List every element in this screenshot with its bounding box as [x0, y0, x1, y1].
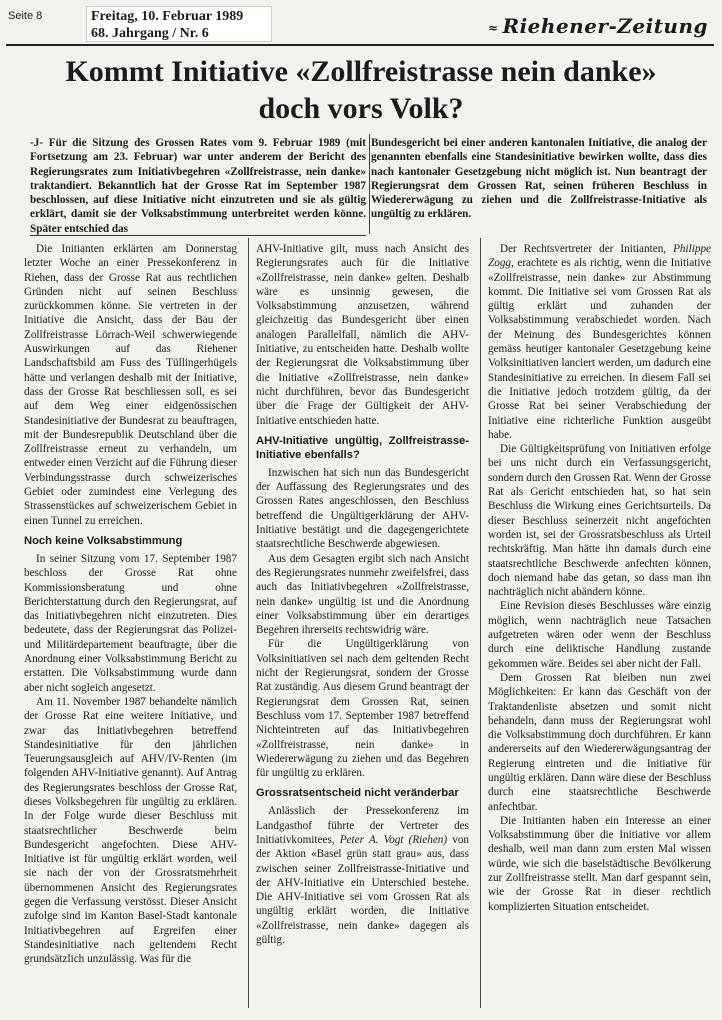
lead-rule [30, 235, 366, 236]
paragraph: Die Initianten erklärten am Donnerstag letzter Woche an einer Pressekonferenz in Riehen, dass der Grosse Rat aus rechtlichen Gründen nicht auf seinen Beschluss zurückkommen könne. Sie vertreten in der Initiative die Ansicht, dass der Bau der Zollfreistrasse Lörrach-Weil schwerwiegende Auswirkungen auf das Riehener Landschaftsbild am Fuss des Tüllingerhügels hätte und verlangen deshalb mit der Initiative, dass der Grosse Rat beschliessen soll, es sei auf dem Weg einer eidgenössischen Standesinitiative der Bundesrat zu beauftragen, mit der Bundesrepublik Deutschland über die Zollfreistrasse erneut zu verhandeln, um entweder einen Verzicht auf die Führung dieser Verbindungsstrasse durch schweizerisches Gebiet oder zumindest eine Verlegung des Strassenstückes auf schweizerischem Gebiet in einen Tunnel zu erreichen. [24, 243, 237, 527]
person-name: Peter A. Vogt (Riehen) [339, 833, 448, 846]
paragraph: Aus dem Gesagten ergibt sich nach Ansicht des Regierungsrates nunmehr zweifelsfrei, dass auch das Initiativbegehren «Zollfreistrasse, nein danke» ungültig ist und die Anordnung einer Volksabstimmung über ein derartiges Begehren ihrerseits rechtswidrig wäre. [256, 552, 469, 637]
lead-right: Bundesgericht bei einer anderen kantonalen Initiative, die analog der genannten ebenfalls eine Standesinitiative bewirken wollte, dass dies nach kantonaler Gesetzgebung nicht möglich ist. Nun beantragt der Regierungsrat dem Grossen Rat, seinen früheren Beschluss in Wiedererwägung zu ziehen und die Zollfreistrasse-Initiative als ungültig zu erklären. [371, 137, 707, 221]
subheading: Grossratsentscheid nicht veränderbar [256, 787, 459, 800]
text-run: Der Rechtsvertreter der Initianten, [500, 243, 674, 255]
paragraph: Für die Ungültigerklärung von Volksinitiativen sei nach dem geltenden Recht nicht der Regierungsrat, sondern der Grosse Rat zuständig. Aus diesem Grund beantragt der Regierungsrat dem Grossen Rat, seinen Beschluss vom 17. September 1987 betreffend Nichteintreten auf das Initiativbegehren «Zollfreistrasse, nein danke» in Wiedererwägung zu ziehen und das Begehren für ungültig zu erklären. [256, 638, 469, 780]
headline [10, 53, 712, 127]
text-run: , erachtete es als richtig, wenn die Initiative «Zollfreistrasse, nein danke» zur Abstimmung kommt. Die Initiative sei vom Grossen Rat als gültig erklärt und zuhanden der Volksabstimmung verabschiedet worden. Nach der Meinung des Bundesgerichtes können gemäss heutiger kantonaler Gesetzgebung keine Volksinitiativen lanciert werden, um dadurch eine Standesinitiative zu erreichen. In diesem Fall sei die Initiative jedoch trotzdem gültig, da der Grosse Rat bei seiner Verabschiedung der Initiative eine richterliche Funktion ausgeübt habe. [488, 257, 711, 441]
paragraph: In seiner Sitzung vom 17. September 1987 beschloss der Grosse Rat ohne Kommissionsberatung und ohne Berichterstattung durch den Regierungsrat, auf das Initiativbegehren nicht einzutreten. Dies bedeutete, dass der Regierungsrat das Polizei- und Militärdepartement beauftragte, über die Anordnung einer Volksabstimmung Bericht zu erstatten. Die Volksabstimmung wurde dann aber nicht sogleich angesetzt. [24, 552, 237, 694]
paragraph: Inzwischen hat sich nun das Bundesgericht der Auffassung des Regierungsrates und des Grossen Rates angeschlossen, den Beschluss betreffend die Ungültigerklärung der AHV-Initiative bestätigt und die dagegengerichtete staatsrechtliche Beschwerde abgewiesen. [256, 466, 469, 551]
text-run: von der Aktion «Basel grün statt grau» aus, dass zwischen seiner Zollfreistrasse-Initiative und der AHV-Initiative ein Unterschied bestehe. Die AHV-Initiative sei vom Grossen Rat als ungültig erklärt worden, die Initiative «Zollfreistrasse, nein danke» dagegen als gültig. [256, 833, 469, 947]
paragraph: Die Initianten haben ein Interesse an einer Volksabstimmung über die Initiative vor allem deshalb, weil man dann zum ersten Mal wissen würde, wie sich die baselstädtische Bevölkerung zur Zollfreistrasse stellt. Man darf gespannt sein, wie der Grosse Rat in dieser rechtlich komplizierten Situation entscheidet. [488, 814, 711, 913]
page-header [0, 0, 722, 46]
column-divider-1 [248, 238, 249, 1008]
paragraph: AHV-Initiative gilt, muss nach Ansicht des Regierungsrates auch für die Initiative «Zollfreistrasse, nein danke» gelten. Deshalb wäre es unsinnig gewesen, die Volksabstimmung anzusetzen, während gleichzeitig das Bundesgericht über einen analogen Parallelfall, nämlich die AHV-Initiative, zu entscheiden hatte. Deshalb wollte der Regierungsrat die Volksabstimmung über die Initiative «Zollfreistrasse, nein danke» nicht durchführen, bevor das Bundesgericht über die Frage der Gültigkeit der AHV-Initiative entschieden hatte. [256, 243, 469, 427]
page-number: Seite 8 [8, 10, 43, 22]
issue-number: 68. Jahrgang / Nr. 6 [91, 26, 209, 41]
subheading: AHV-Initiative ungültig, Zollfreistrasse-Initiative ebenfalls? [256, 434, 469, 461]
header-rule [6, 44, 714, 46]
paragraph: Dem Grossen Rat bleiben nun zwei Möglichkeiten: Er kann das Geschäft von der Traktandenliste absetzen und somit nicht behandeln, dann muss der Regierungsrat wohl die Volksabstimmung doch durchführen. Er kann andererseits auf den Wiedererwägungsantrag der Regierung eintreten und die Initiative für ungültig erklären. Dann wäre diese der Beschluss durch eine staatsrechtliche Beschwerde anfechtbar. [488, 671, 711, 813]
paragraph [488, 242, 711, 442]
headline-line2: doch vors Volk? [258, 92, 464, 125]
ornament-icon: ≈ [487, 20, 499, 35]
issue-date: Freitag, 10. Februar 1989 [91, 9, 244, 24]
masthead [488, 14, 708, 38]
masthead-text: Riehener-Zeitung [502, 14, 708, 38]
column-3 [488, 242, 711, 914]
lead-left: -J- Für die Sitzung des Grossen Rates vom 9. Februar 1989 (mit Fortsetzung am 23. Februar) war unter anderem der Bericht des Regierungsrates zum Initiativbegehren «Zollfreistrasse, nein danke» traktandiert. Bekanntlich hat der Grosse Rat im September 1987 beschlossen, auf diese Initiative nicht einzutreten und sie als gültig erklärt, damit sie der Volksabstimmung unterbreitet werden könne. Später entschied das [30, 137, 366, 235]
paragraph: Am 11. November 1987 behandelte nämlich der Grosse Rat eine weitere Initiative, und zwar das Initiativbegehren betreffend Standesinitiative für den jährlichen Teuerungsausgleich auf AHV/IV-Renten (im folgenden AHV-Initiative genannt). Auf Antrag des Regierungsrates beschloss der Grosse Rat, dieses Volksbegehren für ungültig zu erklären. In der Folge wurde dieser Beschluss mit staatsrechtlicher Beschwerde beim Bundesgericht angefochten. Diese AHV-Initiative ist für ungültig erklärt worden, weil sie nach der von der Grossratsmehrheit übernommenen Ansicht des Regierungsrates gegen die Verfassung verstösst. Dieser Ansicht zufolge sind im Kanton Basel-Stadt kantonale Initiativbegehren auf Ergreifen einer Standesinitiative nach geltendem Recht grundsätzlich unzulässig. Was für die [24, 695, 237, 966]
person-name: Philippe Zogg [488, 243, 711, 270]
text-run: Anlässlich der Pressekonferenz im Landgasthof führte der Vertreter des Initiativkomitees, [256, 805, 469, 846]
paragraph: Eine Revision dieses Beschlusses wäre einzig möglich, wenn nachträglich neue Tatsachen aufgetreten wären oder wenn der Beschluss durch eine deliktische Handlung zustande gekommen wäre. Beides sei aber nicht der Fall. [488, 600, 711, 670]
lead-divider [369, 134, 370, 234]
column-divider-2 [480, 238, 481, 1008]
column-1 [24, 242, 237, 967]
paragraph: Die Gültigkeitsprüfung von Initiativen erfolge bei uns nicht durch ein Verfassungsgericht, sondern durch den Grossen Rat. Wenn der Grosse Rat als Gericht entschieden hat, so hat sein Beschluss die Wirkung eines Gerichtsurteils. Da dieser Beschluss seinerzeit nicht angefochten worden ist, sei der Grossratsbeschluss als Urteil rechtskräftig. Man hätte ihn damals durch eine staatsrechtliche Beschwerde anfechten können, doch niemand habe das getan, so dass man ihn nachträglich nicht abändern könne. [488, 443, 711, 599]
date-issue-box [86, 6, 272, 42]
subheading: Noch keine Volksabstimmung [24, 534, 183, 547]
column-2 [256, 242, 469, 947]
paragraph [256, 804, 469, 947]
headline-line1: Kommt Initiative «Zollfreistrasse nein danke» [65, 55, 657, 88]
